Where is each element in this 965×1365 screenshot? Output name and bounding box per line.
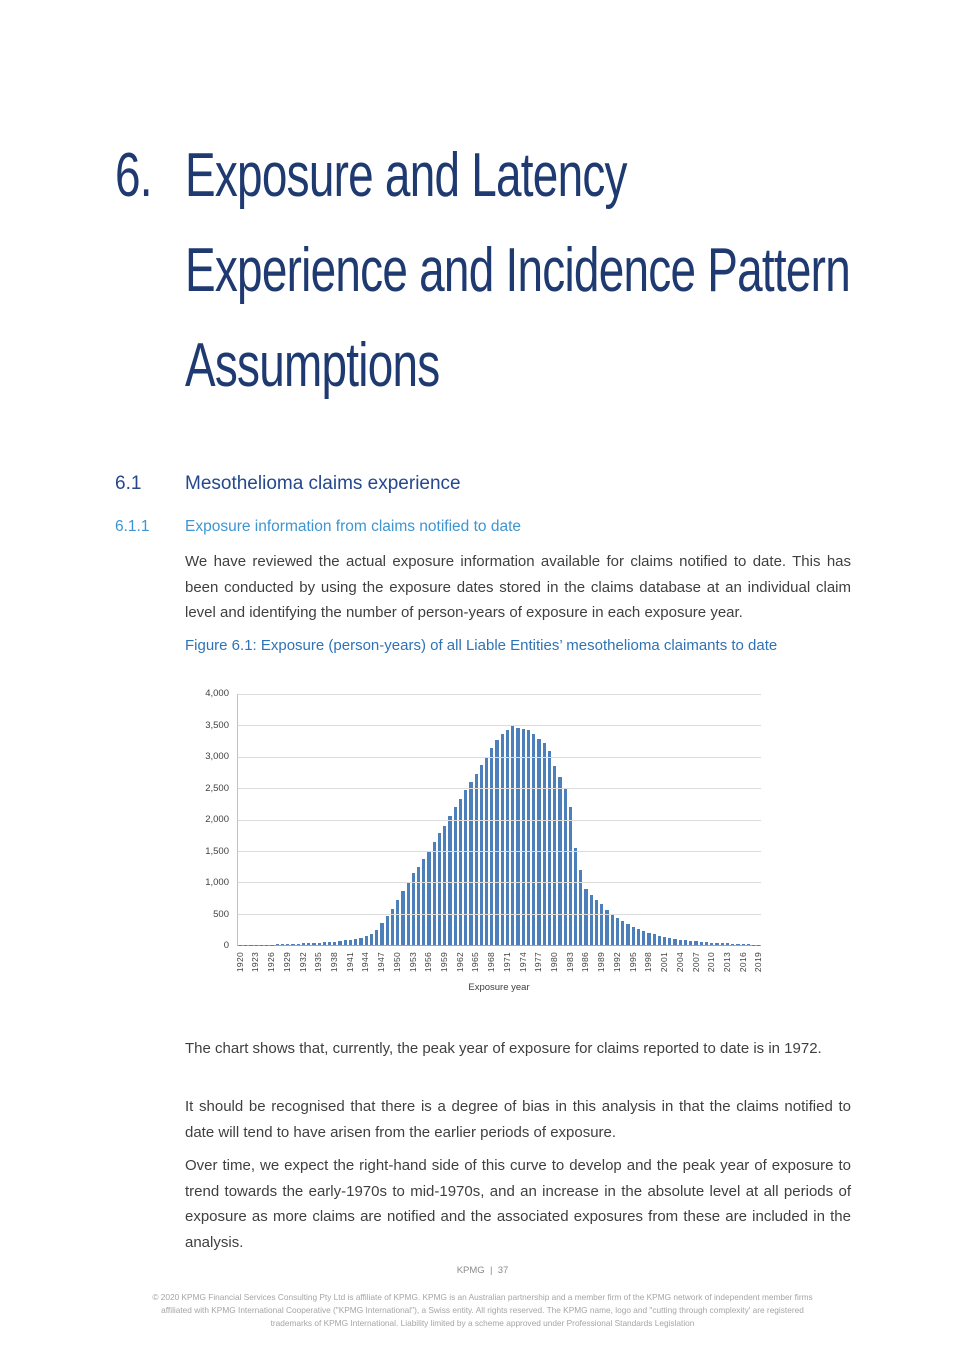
bar	[302, 943, 305, 945]
x-tick-label: 1959	[438, 952, 449, 973]
copyright-line: © 2020 KPMG Financial Services Consulting Pty Ltd is affiliate of KPMG. KPMG is an Australian partnership and a member firm of the KPMG network of independent member firms	[152, 1292, 813, 1302]
bar	[647, 933, 650, 945]
bar	[553, 766, 556, 945]
gridline	[238, 757, 761, 758]
bar	[323, 942, 326, 945]
bar	[564, 788, 567, 945]
bar	[318, 943, 321, 945]
x-tick-label: 1929	[281, 952, 292, 973]
bar	[511, 726, 514, 945]
paragraph: Over time, we expect the right-hand side of this curve to develop and the peak year of exposure to trend towards the early-1970s to mid-1970s, and an increase in the absolute level at all periods of exposure as more claims are notified and the associated exposures from these are included in the analysis.	[185, 1157, 851, 1251]
gridline	[238, 882, 761, 883]
bar	[642, 931, 645, 945]
bar	[710, 943, 713, 946]
bar	[443, 826, 446, 945]
bar	[700, 942, 703, 945]
subsection-heading	[115, 518, 875, 536]
x-tick-label: 2016	[737, 952, 748, 973]
paragraph: It should be recognised that there is a degree of bias in this analysis in that the claims notified to date will tend to have arisen from the earlier periods of exposure.	[185, 1098, 851, 1141]
bar	[333, 942, 336, 945]
bar	[616, 918, 619, 945]
bar	[448, 816, 451, 945]
page-number-label: KPMG | 37	[456, 1265, 509, 1276]
bar	[653, 934, 656, 945]
bar	[579, 870, 582, 945]
bar	[396, 900, 399, 945]
x-tick-label: 1983	[564, 952, 575, 973]
figure-ylabels	[195, 688, 229, 951]
bar	[663, 937, 666, 945]
bar	[344, 940, 347, 945]
bar	[637, 929, 640, 945]
bar	[469, 782, 472, 945]
gridline	[238, 788, 761, 789]
subsection-number: 6.1.1	[115, 518, 150, 535]
x-tick-label: 1965	[470, 952, 481, 973]
bar	[291, 944, 294, 945]
y-tick-label: 2,500	[205, 782, 229, 794]
figure-xlabels	[234, 952, 764, 984]
bar	[516, 728, 519, 945]
copyright-notice	[110, 1291, 855, 1329]
bar	[401, 891, 404, 945]
section-title: Mesothelioma claims experience	[185, 473, 461, 494]
x-tick-label: 1932	[297, 952, 308, 973]
gridline	[238, 725, 761, 726]
bar	[731, 944, 734, 945]
x-tick-label: 2001	[659, 952, 670, 973]
y-tick-label: 3,500	[205, 719, 229, 731]
paragraph: We have reviewed the actual exposure information available for claims notified to date. This has been conducted by using the exposure dates stored in the claims database at an individual claim level and identifying the number of person-years of exposure in each exposure year.	[185, 553, 851, 621]
bar	[354, 939, 357, 945]
gridline	[238, 851, 761, 852]
bar	[605, 910, 608, 945]
bar	[359, 938, 362, 945]
paragraph: The chart shows that, currently, the peak year of exposure for claims reported to date is in 1972.	[185, 1040, 822, 1057]
copyright-line: affiliated with KPMG International Cooperative ("KPMG International"), a Swiss entity. All rights reserved. The KPMG name, logo and "cutting through complexity' are registered	[161, 1304, 804, 1315]
bar	[548, 751, 551, 945]
bar	[611, 914, 614, 945]
bar	[726, 943, 729, 945]
x-tick-label: 1962	[454, 952, 465, 973]
bar	[595, 900, 598, 945]
bar	[370, 934, 373, 945]
bar	[522, 729, 525, 945]
bar	[380, 923, 383, 945]
bar	[626, 924, 629, 945]
chapter-title-line: Assumptions	[185, 331, 440, 400]
bar	[684, 940, 687, 945]
x-tick-label: 1926	[266, 952, 277, 973]
chapter-number: 6.	[115, 141, 152, 210]
x-axis-title: Exposure year	[468, 982, 530, 993]
x-tick-label: 1938	[328, 952, 339, 973]
bar	[558, 777, 561, 945]
bar	[422, 859, 425, 945]
bar	[543, 743, 546, 945]
x-tick-label: 1974	[517, 952, 528, 973]
x-tick-label: 1944	[360, 952, 371, 973]
x-tick-label: 2010	[706, 952, 717, 973]
bar	[705, 942, 708, 945]
x-tick-label: 2004	[674, 952, 685, 973]
bar	[386, 916, 389, 945]
chapter-title-line: Exposure and Latency	[185, 141, 627, 210]
bar	[281, 944, 284, 945]
bar	[365, 936, 368, 945]
x-tick-label: 1935	[313, 952, 324, 973]
x-tick-label: 1977	[533, 952, 544, 973]
bar	[338, 941, 341, 945]
bar	[694, 941, 697, 945]
bar	[679, 940, 682, 945]
x-tick-label: 1941	[344, 952, 355, 973]
bar	[689, 941, 692, 945]
bar	[286, 944, 289, 945]
figure-plot	[237, 694, 761, 946]
figure-chart	[195, 686, 775, 994]
x-tick-label: 1968	[486, 952, 497, 973]
bar	[412, 873, 415, 945]
bar	[464, 790, 467, 945]
y-tick-label: 1,000	[205, 877, 229, 888]
bar	[736, 944, 739, 945]
chapter-title-line: Experience and Incidence Pattern	[185, 236, 850, 305]
y-tick-label: 1,500	[205, 845, 229, 857]
x-tick-label: 1947	[376, 952, 387, 973]
gridline	[238, 820, 761, 821]
bar	[715, 943, 718, 945]
bar	[276, 944, 279, 945]
x-tick-label: 1971	[501, 952, 512, 973]
chapter-title	[185, 128, 965, 413]
bar	[584, 889, 587, 945]
x-tick-label: 1992	[611, 952, 622, 973]
x-tick-label: 1953	[407, 952, 418, 973]
x-tick-label: 1989	[596, 952, 607, 973]
bar	[417, 867, 420, 945]
bar	[569, 807, 572, 945]
bar	[475, 774, 478, 945]
bar	[312, 943, 315, 945]
y-tick-label: 3,000	[205, 751, 229, 762]
x-tick-label: 1986	[580, 952, 591, 973]
x-tick-label: 1995	[627, 952, 638, 973]
bar	[459, 799, 462, 945]
bar	[721, 943, 724, 945]
bar	[742, 944, 745, 945]
bar	[375, 930, 378, 945]
chapter-heading	[115, 128, 965, 413]
x-tick-label: 2013	[721, 952, 732, 973]
y-tick-label: 0	[223, 940, 229, 951]
bar	[454, 807, 457, 945]
figure-caption: Figure 6.1: Exposure (person-years) of all Liable Entities’ mesothelioma claimants to date	[185, 637, 778, 654]
y-tick-label: 500	[213, 908, 229, 920]
y-tick-label: 4,000	[205, 688, 229, 699]
x-tick-label: 2019	[753, 952, 764, 973]
bar	[328, 942, 331, 945]
x-tick-label: 2007	[690, 952, 701, 973]
bar	[621, 921, 624, 945]
bar	[433, 842, 436, 945]
x-tick-label: 1920	[234, 952, 245, 973]
bar	[490, 748, 493, 945]
subsection-title: Exposure information from claims notified to date	[185, 518, 521, 535]
gridline	[238, 694, 761, 695]
x-tick-label: 1923	[250, 952, 261, 973]
bar	[590, 895, 593, 945]
bar	[270, 945, 273, 946]
gridline	[238, 914, 761, 915]
bar	[297, 944, 300, 945]
x-tick-label: 1950	[391, 952, 402, 973]
x-tick-label: 1956	[423, 952, 434, 973]
bar	[658, 936, 661, 945]
x-tick-label: 1980	[549, 952, 560, 973]
y-tick-label: 2,000	[205, 814, 229, 825]
bar	[668, 938, 671, 945]
bar	[480, 765, 483, 945]
bar	[349, 940, 352, 945]
bar	[632, 927, 635, 946]
section-heading	[115, 473, 875, 495]
bar	[574, 848, 577, 945]
bar	[307, 943, 310, 945]
bar	[600, 904, 603, 945]
section-number: 6.1	[115, 473, 142, 494]
x-tick-label: 1998	[643, 952, 654, 973]
bar	[427, 851, 430, 945]
bar	[673, 939, 676, 945]
bar	[747, 944, 750, 945]
copyright-line: trademarks of KPMG International. Liability limited by a scheme approved under Professional Standards Legislation	[270, 1317, 695, 1328]
